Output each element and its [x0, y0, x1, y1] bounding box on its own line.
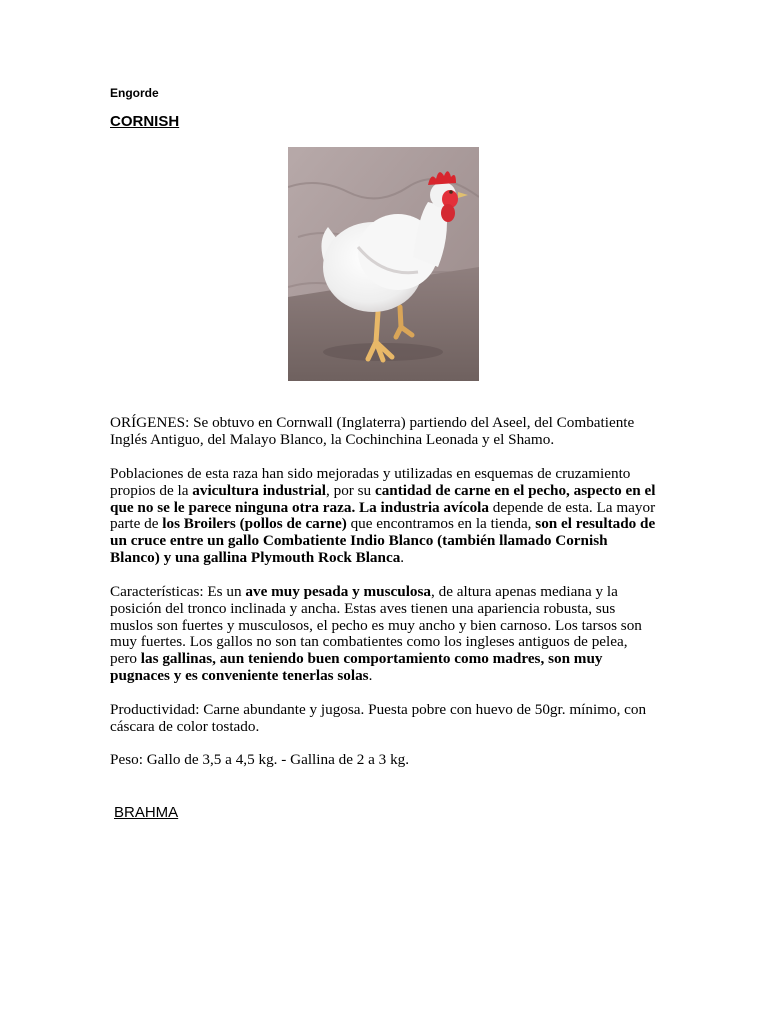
text-run: Poblaciones de esta raza han sido mejoradas y utilizadas en esquemas de cruzamiento propios de la — [110, 465, 631, 499]
paragraph-productivity — [110, 702, 658, 736]
breed-heading-cornish: CORNISH — [110, 113, 180, 130]
text-run: depende de esta. La mayor parte de — [110, 498, 656, 533]
bold-text-run: son el resultado de un cruce entre un gallo Combatiente Indio Blanco (también llamado Cornish Blanco) y una gallina Plymouth Rock Blanca — [110, 515, 656, 566]
paragraph-populations — [110, 466, 658, 567]
paragraph-weight — [110, 752, 658, 769]
text-run: . — [368, 666, 373, 684]
bold-text-run: avicultura industrial — [192, 481, 327, 499]
text-run: . — [400, 548, 405, 566]
breed-heading-brahma: BRAHMA — [114, 804, 179, 821]
section-label: Engorde — [110, 86, 159, 100]
paragraph-origins — [110, 415, 658, 449]
paragraph-characteristics — [110, 584, 658, 685]
text-run: Peso: Gallo de 3,5 a 4,5 kg. - Gallina de 2 a 3 kg. — [110, 751, 410, 768]
bold-text-run: cantidad de carne en el pecho, aspecto en el que no se le parece ninguna otra raza. La industria avícola — [110, 481, 656, 516]
text-run: Características: Es un — [110, 583, 246, 600]
text-run: ORÍGENES: Se obtuvo en Cornwall (Inglaterra) partiendo del Aseel, del Combatiente Inglés Antiguo, del Malayo Blanco, la Cochinchina Leonada y el Shamo. — [110, 414, 635, 448]
bold-text-run: las gallinas, aun teniendo buen comportamiento como madres, son muy pugnaces y es conveniente tenerlas solas — [110, 650, 603, 684]
bold-text-run: ave muy pesada y musculosa — [245, 583, 432, 600]
text-run: , por su — [326, 481, 375, 499]
text-run: Productividad: Carne abundante y jugosa. Puesta pobre con huevo de 50gr. mínimo, con cáscara de color tostado. — [110, 701, 647, 735]
bold-text-run: los Broilers (pollos de carne) — [162, 515, 347, 533]
white-cornish-rooster-photo — [288, 147, 479, 381]
text-run: que encontramos en la tienda, — [346, 515, 536, 533]
text-run: , de altura apenas mediana y la posición del tronco inclinada y ancha. Estas aves tienen una apariencia robusta, sus muslos son fuertes y musculosos, el pecho es muy ancho y bien carnoso. Los tarsos son muy fuertes. Los gallos no son tan combatientes como los ingleses antiguos de pelea, pero — [110, 583, 642, 668]
